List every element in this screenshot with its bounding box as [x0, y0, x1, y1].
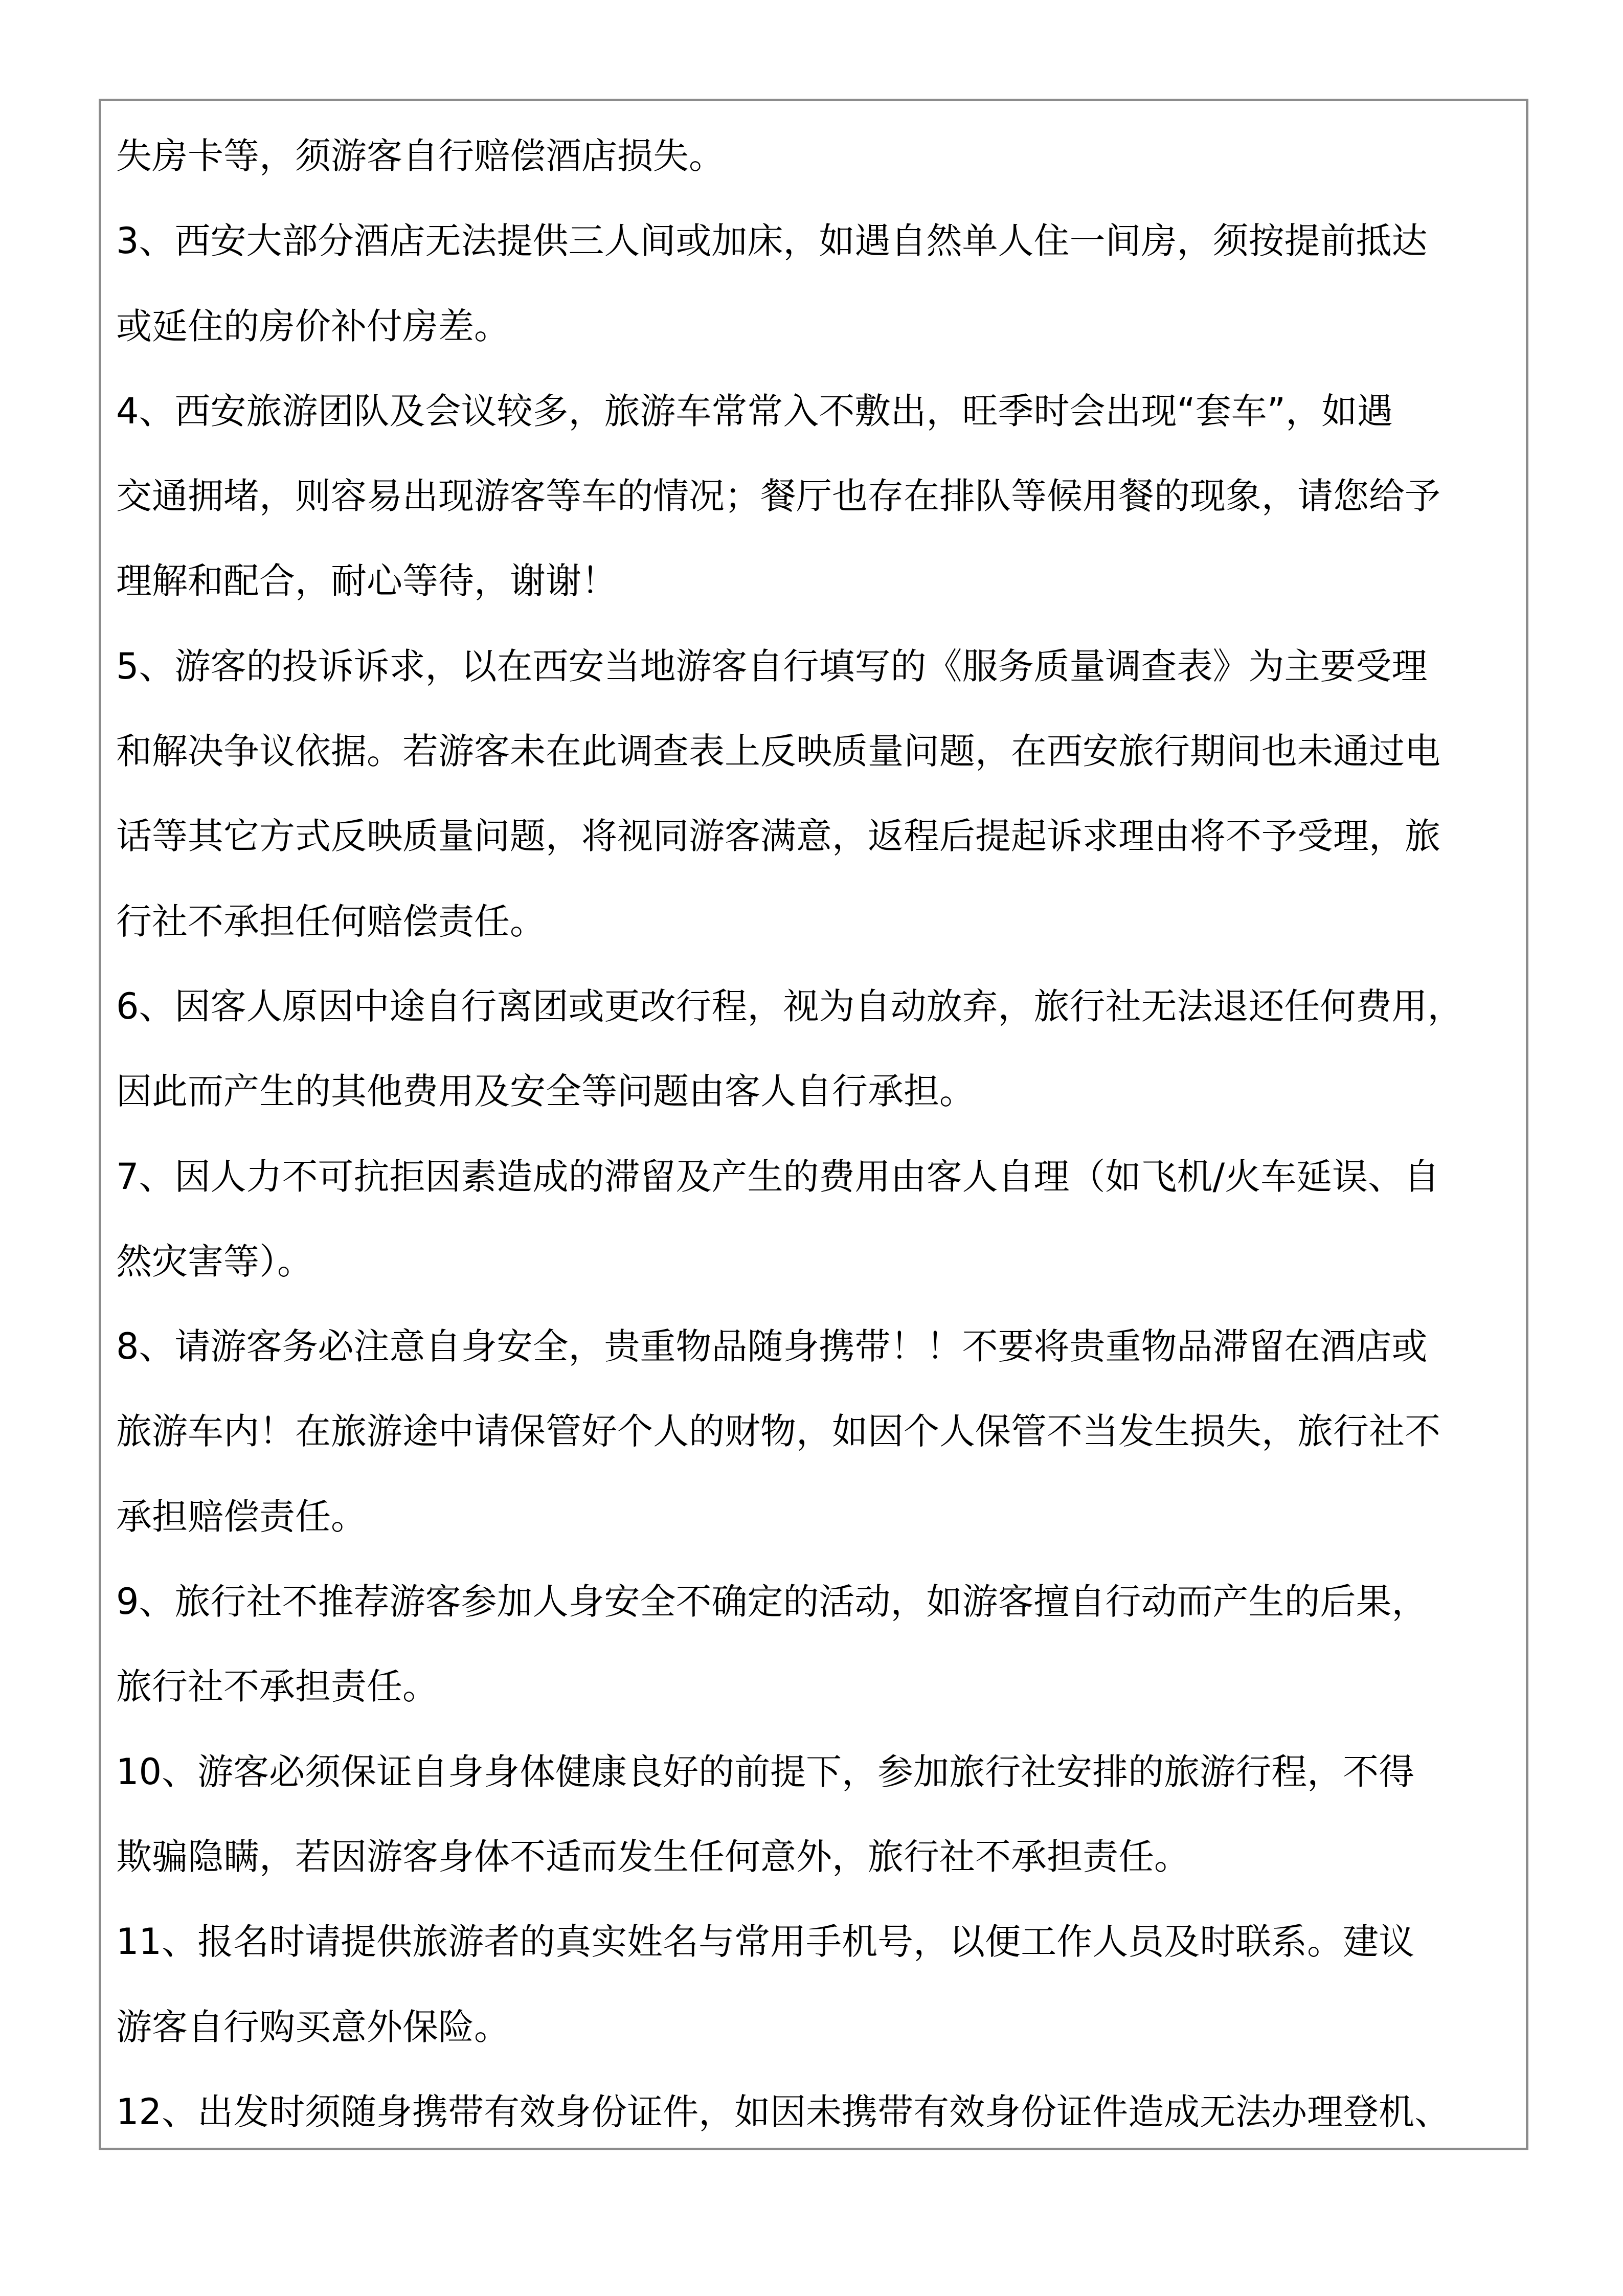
text-line: 7、因人力不可抗拒因素造成的滞留及产生的费用由客人自理（如飞机/火车延误、自	[116, 1155, 1440, 1198]
notice-box	[99, 99, 1528, 2150]
text-line: 承担赔偿责任。	[116, 1495, 367, 1538]
text-line: 10、游客必须保证自身身体健康良好的前提下，参加旅行社安排的旅游行程，不得	[116, 1750, 1415, 1793]
text-line: 交通拥堵，则容易出现游客等车的情况；餐厅也存在排队等候用餐的现象，请您给予	[116, 475, 1440, 517]
text-line: 行社不承担任何赔偿责任。	[116, 900, 546, 942]
text-line: 12、出发时须随身携带有效身份证件，如因未携带有效身份证件造成无法办理登机、	[116, 2090, 1451, 2133]
text-line: 9、旅行社不推荐游客参加人身安全不确定的活动，如游客擅自行动而产生的后果，	[116, 1581, 1428, 1623]
text-line: 旅游车内！在旅游途中请保管好个人的财物，如因个人保管不当发生损失，旅行社不	[116, 1410, 1440, 1453]
text-line: 游客自行购买意外保险。	[116, 2006, 510, 2048]
text-line: 失房卡等，须游客自行赔偿酒店损失。	[116, 135, 725, 177]
text-line: 5、游客的投诉诉求，以在西安当地游客自行填写的《服务质量调查表》为主要受理	[116, 645, 1428, 687]
text-line: 欺骗隐瞒，若因游客身体不适而发生任何意外，旅行社不承担责任。	[116, 1835, 1190, 1878]
text-line: 3、西安大部分酒店无法提供三人间或加床，如遇自然单人住一间房，须按提前抵达	[116, 220, 1428, 262]
text-line: 4、西安旅游团队及会议较多，旅游车常常入不敷出，旺季时会出现“套车”，如遇	[116, 390, 1393, 432]
text-line: 11、报名时请提供旅游者的真实姓名与常用手机号，以便工作人员及时联系。建议	[116, 1921, 1415, 1963]
text-line: 或延住的房价补付房差。	[116, 305, 510, 347]
text-line: 话等其它方式反映质量问题，将视同游客满意，返程后提起诉求理由将不予受理，旅	[116, 815, 1440, 858]
text-line: 和解决争议依据。若游客未在此调查表上反映质量问题，在西安旅行期间也未通过电	[116, 730, 1440, 773]
text-line: 旅行社不承担责任。	[116, 1665, 438, 1708]
text-line: 然灾害等）。	[116, 1240, 313, 1282]
text-line: 8、请游客务必注意自身安全，贵重物品随身携带！！不要将贵重物品滞留在酒店或	[116, 1325, 1428, 1368]
text-line: 6、因客人原因中途自行离团或更改行程，视为自动放弃，旅行社无法退还任何费用，	[116, 985, 1463, 1027]
text-line: 理解和配合，耐心等待，谢谢！	[116, 560, 617, 602]
text-line: 因此而产生的其他费用及安全等问题由客人自行承担。	[116, 1070, 975, 1113]
notice-text	[116, 114, 1517, 2150]
